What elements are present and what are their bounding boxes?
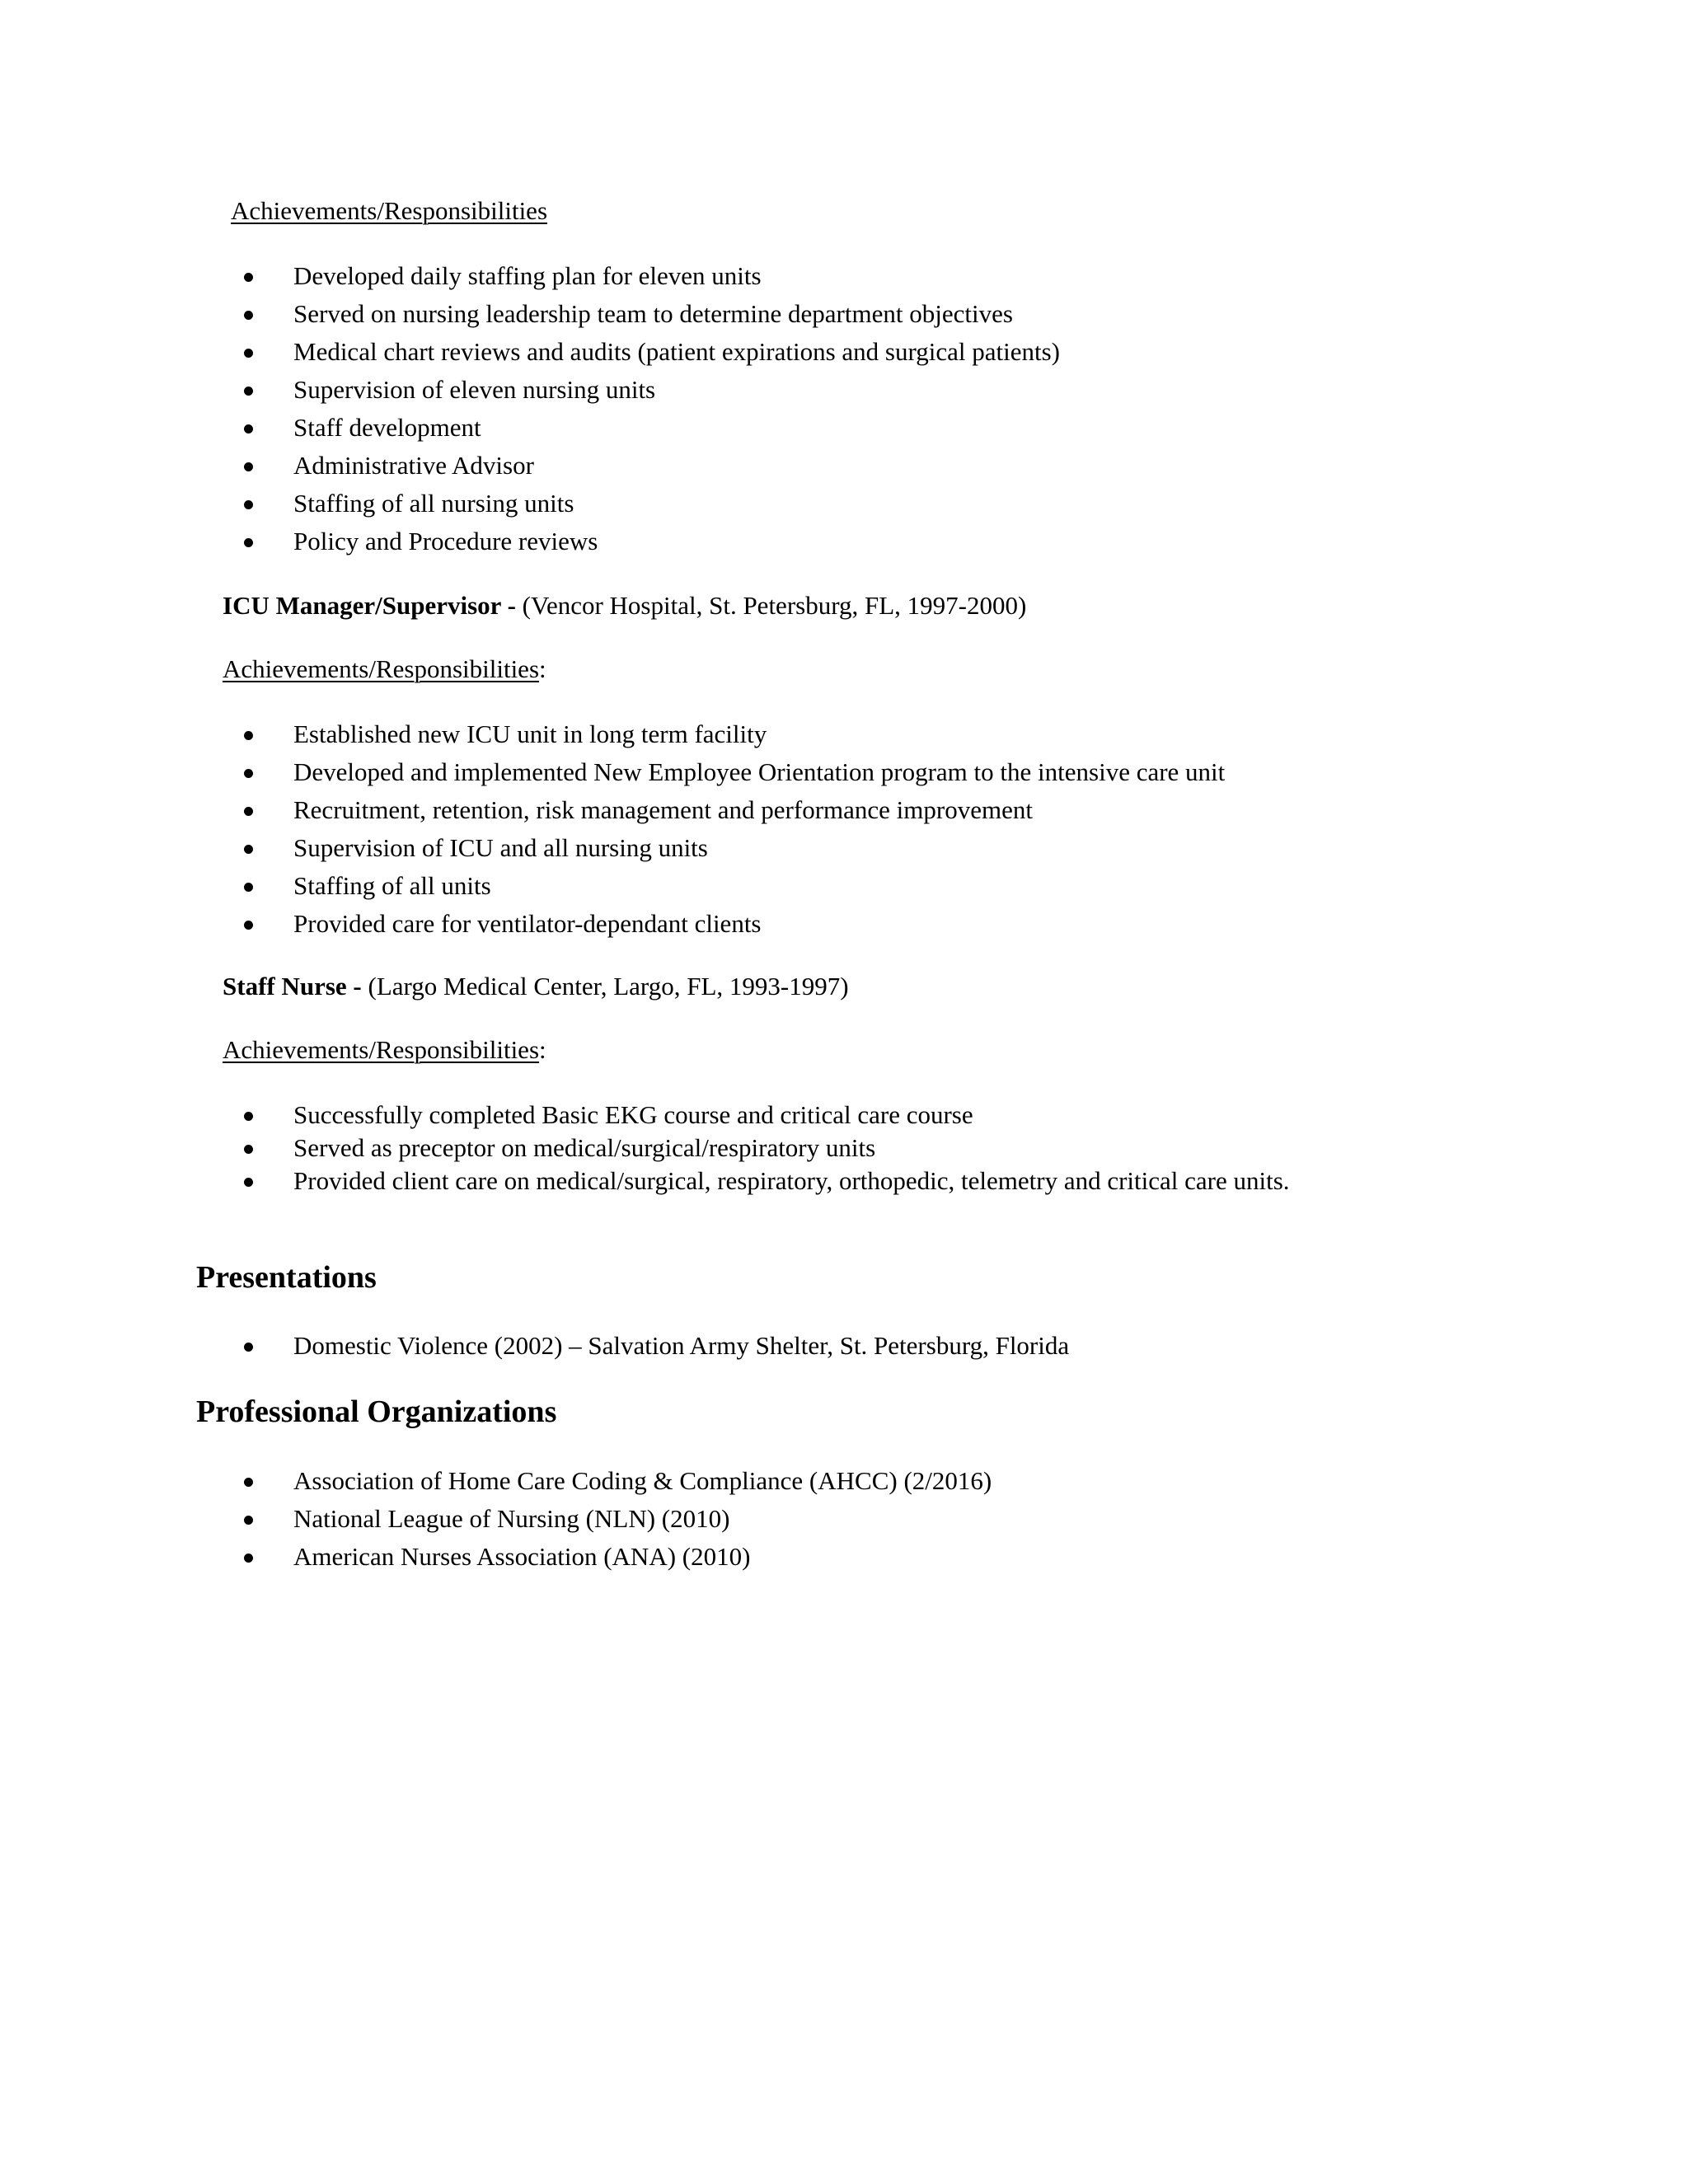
bullet-icon bbox=[244, 538, 253, 547]
list-item: Established new ICU unit in long term facility bbox=[0, 715, 1225, 753]
list-item: Supervision of eleven nursing units bbox=[0, 371, 1060, 409]
presentations-heading: Presentations bbox=[196, 1260, 377, 1295]
list-item: Staffing of all units bbox=[0, 867, 1225, 905]
list-item: Domestic Violence (2002) – Salvation Army Shelter, St. Petersburg, Florida bbox=[0, 1327, 1069, 1365]
bullet-icon bbox=[244, 500, 253, 509]
job-entry-staff-nurse bbox=[223, 970, 849, 1003]
bullet-icon bbox=[244, 807, 253, 816]
list-item: Served on nursing leadership team to determine department objectives bbox=[0, 295, 1060, 333]
job-title: Staff Nurse - bbox=[223, 972, 362, 1001]
list-item: Administrative Advisor bbox=[0, 447, 1060, 485]
list-item: Policy and Procedure reviews bbox=[0, 523, 1060, 560]
bullet-icon bbox=[244, 349, 253, 358]
achievements-list-1 bbox=[0, 257, 1060, 560]
list-item: Provided client care on medical/surgical, respiratory, orthopedic, telemetry and critical care units. bbox=[0, 1165, 1290, 1197]
achievements-list-3 bbox=[0, 1099, 1290, 1197]
bullet-icon bbox=[244, 845, 253, 854]
bullet-icon bbox=[244, 311, 253, 320]
job-title: ICU Manager/Supervisor - bbox=[223, 591, 516, 620]
bullet-icon bbox=[244, 1554, 253, 1563]
presentations-list bbox=[0, 1327, 1069, 1365]
job-detail: (Largo Medical Center, Largo, FL, 1993-1997) bbox=[361, 972, 849, 1001]
list-item: Developed and implemented New Employee Orientation program to the intensive care unit bbox=[0, 753, 1225, 791]
organizations-list bbox=[0, 1462, 992, 1576]
list-item: American Nurses Association (ANA) (2010) bbox=[0, 1538, 992, 1576]
bullet-icon bbox=[244, 1343, 253, 1352]
job-entry-icu-manager bbox=[223, 589, 1026, 622]
list-item: Developed daily staffing plan for eleven units bbox=[0, 257, 1060, 295]
achievements-heading-1: Achievements/Responsibilities bbox=[231, 196, 548, 225]
achievements-heading-3: Achievements/Responsibilities: bbox=[223, 1035, 546, 1064]
bullet-icon bbox=[244, 1178, 253, 1187]
list-item: Medical chart reviews and audits (patient expirations and surgical patients) bbox=[0, 333, 1060, 371]
bullet-icon bbox=[244, 424, 253, 434]
list-item: Supervision of ICU and all nursing units bbox=[0, 829, 1225, 867]
bullet-icon bbox=[244, 273, 253, 282]
list-item: Staffing of all nursing units bbox=[0, 485, 1060, 523]
bullet-icon bbox=[244, 1145, 253, 1154]
bullet-icon bbox=[244, 883, 253, 892]
bullet-icon bbox=[244, 1478, 253, 1487]
list-item: Association of Home Care Coding & Compliance (AHCC) (2/2016) bbox=[0, 1462, 992, 1500]
achievements-heading-2: Achievements/Responsibilities: bbox=[223, 654, 546, 683]
bullet-icon bbox=[244, 1516, 253, 1525]
bullet-icon bbox=[244, 731, 253, 740]
bullet-icon bbox=[244, 387, 253, 396]
list-item: National League of Nursing (NLN) (2010) bbox=[0, 1500, 992, 1538]
list-item: Recruitment, retention, risk management and performance improvement bbox=[0, 791, 1225, 829]
achievements-list-2 bbox=[0, 715, 1225, 943]
job-detail: (Vencor Hospital, St. Petersburg, FL, 1997-2000) bbox=[515, 591, 1027, 620]
organizations-heading: Professional Organizations bbox=[196, 1394, 557, 1429]
bullet-icon bbox=[244, 1112, 253, 1121]
list-item: Served as preceptor on medical/surgical/respiratory units bbox=[0, 1132, 1290, 1165]
bullet-icon bbox=[244, 462, 253, 471]
list-item: Successfully completed Basic EKG course and critical care course bbox=[0, 1099, 1290, 1132]
bullet-icon bbox=[244, 769, 253, 778]
list-item: Provided care for ventilator-dependant clients bbox=[0, 905, 1225, 943]
list-item: Staff development bbox=[0, 409, 1060, 447]
bullet-icon bbox=[244, 921, 253, 930]
